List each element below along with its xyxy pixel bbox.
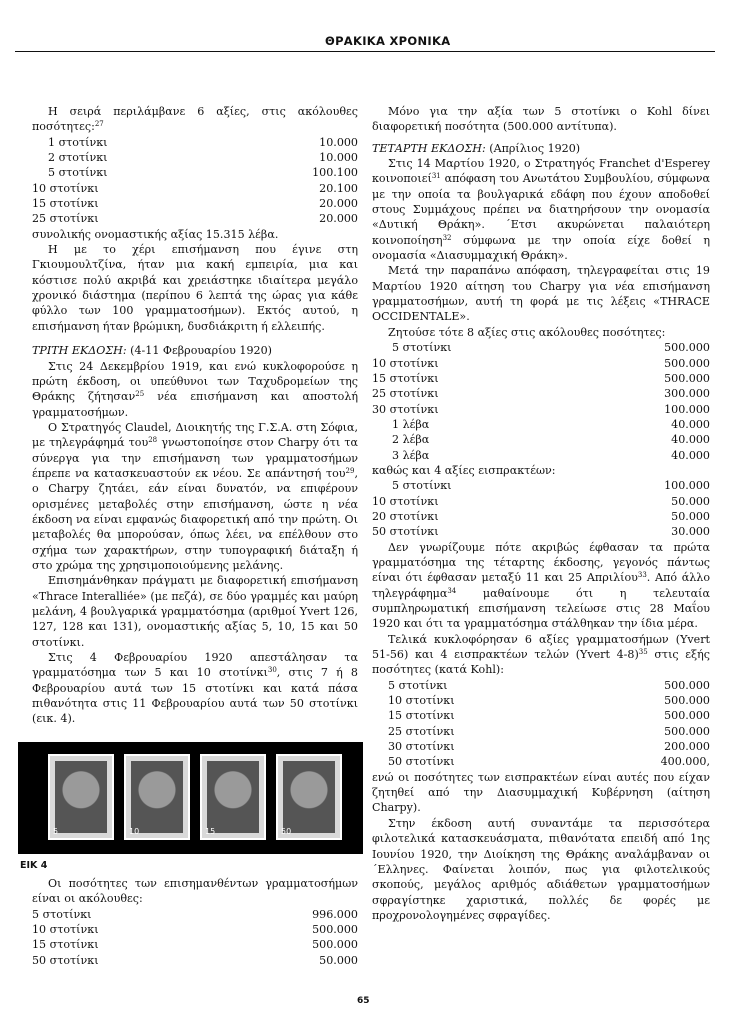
total-line: συνολικής ονομαστικής αξίας 15.315 λέβα. <box>32 227 279 241</box>
paragraph: Τελικά κυκλοφόρησαν 6 αξίες γραμματοσήμων (Yvert 51-56) και 4 εισπρακτέων τελών (Yvert 4-8)$^{35}$ στις εξής ποσότητες (κατά Kohl): <box>372 632 710 677</box>
paragraph: Στις 14 Μαρτίου 1920, ο Στρατηγός Franchet d'Esperey κοινοποιεί$^{31}$ απόφαση του Ανωτάτου Συμβουλίου, σύμφωνα με την οποία τα βουλγαρικά εδάφη που έχουν αποδοθεί στους Συμμάχους πρέπει να διατηρήσουν την ονομασία «Δυτική Θράκη». ΄Ετσι ακυρώνεται παλαιότερη κοινοποίηση$^{32}$ σύμφωνα με την οποία είχε δοθεί η ονομασία «Διασυμμαχική Θράκη». <box>372 157 710 263</box>
paragraph: ενώ οι ποσότητες των εισπρακτέων είναι αυτές που είχαν ζητηθεί από την Διασυμμαχική Κυβέρνηση (αίτηση Charpy). <box>372 770 710 815</box>
stamp-image: 5 <box>48 754 114 840</box>
running-header <box>15 30 715 52</box>
list-item: 50 στοτίνκι 30.000 <box>372 525 710 539</box>
list-item: 5 στοτίνκι 996.000 <box>32 907 358 921</box>
list-item: 25 στοτίνκι 500.000 <box>388 724 710 738</box>
list-item: 5 στοτίνκι 100.100 <box>48 166 358 180</box>
section-heading: ΤΕΤΑΡΤΗ ΕΚΔΟΣΗ: (Απρίλιος 1920) <box>372 141 581 155</box>
list-item: 10 στοτίνκι 20.100 <box>32 181 358 195</box>
list-item: 15 στοτίνκι 500.000 <box>388 709 710 723</box>
paragraph: καθώς και 4 αξίες εισπρακτέων: <box>372 463 556 477</box>
quantity-list-5 <box>372 678 710 770</box>
left-column <box>32 104 358 727</box>
stamp-image: 15 <box>200 754 266 840</box>
list-item: 5 στοτίνκι 500.000 <box>388 678 710 692</box>
list-item: 50 στοτίνκι 400.000, <box>388 755 710 769</box>
journal-title: ΘΡΑΚΙΚΑ ΧΡΟΝΙΚΑ <box>325 34 451 48</box>
stamps-figure <box>18 742 363 854</box>
quantity-list-1 <box>32 135 358 227</box>
page-number: 65 <box>357 996 370 1006</box>
right-column <box>372 104 710 923</box>
list-item: 20 στοτίνκι 50.000 <box>372 509 710 523</box>
list-item: 3 λέβα 40.000 <box>392 448 710 462</box>
paragraph: Οι ποσότητες των επισημανθέντων γραμματοσήμων είναι οι ακόλουθες: <box>32 877 358 906</box>
list-item: 1 στοτίνκι 10.000 <box>48 135 358 149</box>
list-item: 10 στοτίνκι 50.000 <box>372 494 710 508</box>
list-item: 10 στοτίνκι 500.000 <box>388 694 710 708</box>
list-item: 25 στοτίνκι 300.000 <box>372 387 710 401</box>
paragraph: Δεν γνωρίζουμε πότε ακριβώς έφθασαν τα πρώτα γραμματόσημα της τέταρτης έκδοσης, γεγονός πάντως είναι ότι έφθασαν μεταξύ 11 και 25 Απριλίου$^{33}$. Από άλλο τηλεγράφημα$^{34}$ μαθαίνουμε ότι η τελευταία συμπληρωματική επισήμανση τελείωσε στις 28 Μαΐου 1920 και ότι τα γραμματόσημα στάλθηκαν την ίδια μέρα. <box>372 540 710 631</box>
list-item: 1 λέβα 40.000 <box>392 417 710 431</box>
paragraph: Επισημάνθηκαν πράγματι με διαφορετική επισήμανση «Thrace Interalliée» (με πεζά), σε δύο γραμμές και μαύρη μελάνη, 4 βουλγαρικά γραμματόσημα (αριθμοί Yvert 126, 127, 128 και 131), ονομαστικής αξίας 5, 10, 15 και 50 στοτίνκι. <box>32 574 358 649</box>
section-heading: ΤΡΙΤΗ ΕΚΔΟΣΗ: (4-11 Φεβρουαρίου 1920) <box>32 344 272 358</box>
list-item: 25 στοτίνκι 20.000 <box>32 212 358 226</box>
figure-caption: ΕΙΚ 4 <box>20 860 48 871</box>
list-item: 10 στοτίνκι 500.000 <box>32 923 358 937</box>
list-item: 50 στοτίνκι 50.000 <box>32 953 358 967</box>
left-column-bottom <box>32 876 358 968</box>
paragraph: Στην έκδοση αυτή συναντάμε τα περισσότερα φιλοτελικά κατασκευάσματα, πιθανότατα επειδή από 1ης Ιουνίου 1920, την Διοίκηση της Θράκης αναλάμβαναν οι ΄Ελληνες. Φαίνεται λοιπόν, πως για φιλοτελικούς σκοπούς, μεγάλος αριθμός αδιάθετων γραμματοσήμων σφραγίστηκε χαριστικά, πολλές δε φορές με προχρονολογημένες σφραγίδες. <box>372 816 710 922</box>
list-item: 5 στοτίνκι 500.000 <box>392 341 710 355</box>
intro-paragraph: Η σειρά περιλάμβανε 6 αξίες, στις ακόλουθες ποσότητες:$^{27}$ <box>32 105 358 134</box>
stamp-image: 50 <box>276 754 342 840</box>
list-item: 30 στοτίνκι 200.000 <box>388 740 710 754</box>
list-item: 10 στοτίνκι 500.000 <box>372 356 710 370</box>
paragraph: Ο Στρατηγός Claudel, Διοικητής της Γ.Σ.Α. στη Σόφια, με τηλεγράφημά του$^{28}$ γνωστοποίησε στον Charpy ότι τα σύνεργα για την επισήμανση των γραμματοσήμων έπρεπε να κατασκευαστούν εκ νέου. Σε απάντησή του$^{29}$, ο Charpy ζητάει, εάν είναι δυνατόν, να επιφέρουν ορισμένες μεταβολές στην επισήμανση, ώστε η νέα έκδοση να είναι εμφανώς διαφορετική από την πρώτη. Οι μεταβολές θα μπορούσαν, όπως λέει, να επέλθουν στο σχήμα των χαρακτήρων, στην τυπογραφική διάταξη ή στο χρώμα της χρησιμοποιούμενης μελάνης. <box>32 420 358 572</box>
list-item: 30 στοτίνκι 100.000 <box>372 402 710 416</box>
list-item: 15 στοτίνκι 500.000 <box>32 938 358 952</box>
list-item: 2 στοτίνκι 10.000 <box>48 151 358 165</box>
quantity-list-3 <box>372 340 710 463</box>
paragraph: Μετά την παραπάνω απόφαση, τηλεγραφείται στις 19 Μαρτίου 1920 αίτηση του Charpy για νέα επισήμανση γραμματοσήμων, αυτή τη φορά με τις λέξεις «THRACE OCCIDENTALE». <box>372 264 710 324</box>
stamp-image: 10 <box>124 754 190 840</box>
list-item: 2 λέβα 40.000 <box>392 433 710 447</box>
paragraph: Στις 24 Δεκεμβρίου 1919, και ενώ κυκλοφορούσε η πρώτη έκδοση, οι υπεύθυνοι των Ταχυδρομείων της Θράκης ζήτησαν$^{25}$ νέα επισήμανση και αποστολή γραμματοσήμων. <box>32 359 358 419</box>
quantity-list-4 <box>372 478 710 539</box>
paragraph: Στις 4 Φεβρουαρίου 1920 απεστάλησαν τα γραμματόσημα των 5 και 10 στοτίνκι$^{30}$, στις 7 ή 8 Φεβρουαρίου αυτά των 15 στοτίνκι και κατά πάσα πιθανότητα στις 11 Φεβρουαρίου αυτά των 50 στοτίνκι (εικ. 4). <box>32 651 358 726</box>
paragraph: Μόνο για την αξία των 5 στοτίνκι ο Kohl δίνει διαφορετική ποσότητα (500.000 αντίτυπα). <box>372 105 710 134</box>
list-item: 15 στοτίνκι 20.000 <box>32 197 358 211</box>
paragraph: Ζητούσε τότε 8 αξίες στις ακόλουθες ποσότητες: <box>388 325 666 339</box>
list-item: 5 στοτίνκι 100.000 <box>392 479 710 493</box>
list-item: 15 στοτίνκι 500.000 <box>372 371 710 385</box>
quantity-list-2 <box>32 907 358 968</box>
paragraph: Η με το χέρι επισήμανση που έγινε στη Γκιουμουλτζίνα, ήταν μια κακή εμπειρία, μια και κόστισε πολύ ακριβά και χρειάστηκε ιδιαίτερα μεγάλο χρονικό διάστημα (περίπου 6 λεπτά της ώρας για κάθε φύλλο των 100 γραμματοσήμων). Εκτός αυτού, η επισήμανση ήταν βρώμικη, δυσδιάκριτη ή ελλειπής. <box>32 243 358 333</box>
